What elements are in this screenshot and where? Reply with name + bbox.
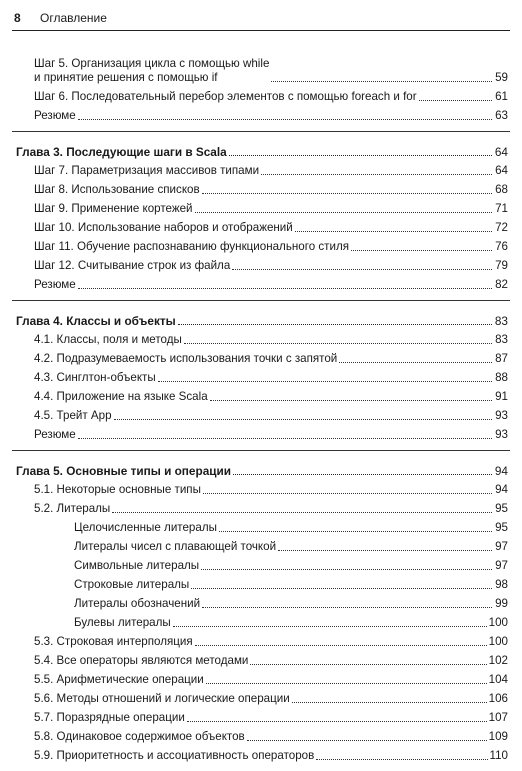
entry-page-number: 61 — [495, 90, 508, 103]
toc-entry[interactable] — [0, 197, 522, 216]
toc-entry[interactable] — [0, 273, 522, 292]
entry-page-number: 88 — [495, 371, 508, 384]
toc-chapter-entry[interactable] — [0, 309, 522, 328]
entry-title: 5.5. Арифметические операции — [34, 673, 204, 686]
entry-title: Литералы обозначений — [74, 597, 201, 610]
dot-leader — [250, 664, 486, 665]
dot-leader — [203, 493, 492, 494]
entry-page-number: 79 — [495, 259, 508, 272]
toc-entry[interactable] — [0, 104, 522, 123]
entry-title: Шаг 12. Считывание строк из файла — [34, 259, 231, 272]
section-divider — [12, 300, 510, 301]
toc-entry[interactable] — [0, 649, 522, 668]
toc-chapter-entry[interactable] — [0, 459, 522, 478]
dot-leader — [202, 607, 492, 608]
dot-leader — [210, 400, 492, 401]
toc-entry[interactable] — [0, 744, 522, 763]
entry-page-number: 82 — [495, 278, 508, 291]
entry-title: Символьные литералы — [74, 559, 200, 572]
chapter-title: Глава 5. Основные типы и операции — [16, 464, 232, 478]
entry-title: 4.3. Синглтон-объекты — [34, 371, 156, 384]
toc-entry[interactable] — [0, 366, 522, 385]
toc-entry[interactable] — [0, 573, 522, 592]
dot-leader — [201, 569, 492, 570]
toc-entry[interactable] — [0, 159, 522, 178]
toc-entry[interactable] — [0, 85, 522, 104]
entry-page-number: 93 — [495, 409, 508, 422]
entry-page-number: 95 — [495, 502, 508, 515]
entry-page-number: 104 — [488, 673, 508, 686]
toc-entry[interactable] — [0, 52, 522, 85]
dot-leader — [191, 588, 492, 589]
table-of-contents — [0, 52, 522, 763]
dot-leader — [232, 269, 492, 270]
entry-page-number: 71 — [495, 202, 508, 215]
toc-entry[interactable] — [0, 347, 522, 366]
entry-title: 5.1. Некоторые основные типы — [34, 483, 201, 496]
entry-page-number: 109 — [488, 730, 508, 743]
toc-entry[interactable] — [0, 687, 522, 706]
dot-leader — [233, 474, 492, 475]
dot-leader — [206, 683, 487, 684]
entry-page-number: 72 — [495, 221, 508, 234]
entry-title: 4.5. Трейт App — [34, 409, 112, 422]
entry-page-number: 93 — [495, 428, 508, 441]
entry-page-number: 59 — [495, 71, 508, 84]
toc-entry[interactable] — [0, 497, 522, 516]
entry-title: Строковые литералы — [74, 578, 190, 591]
entry-title: 5.9. Приоритетность и ассоциативность операторов — [34, 749, 315, 762]
entry-page-number: 87 — [495, 352, 508, 365]
entry-title: Шаг 5. Организация цикла с помощью while и принятие решения с помощью if — [34, 57, 270, 84]
dot-leader — [278, 550, 492, 551]
toc-entry[interactable] — [0, 535, 522, 554]
entry-title: Резюме — [34, 428, 76, 441]
entry-title: Шаг 9. Применение кортежей — [34, 202, 193, 215]
dot-leader — [419, 100, 492, 101]
entry-page-number: 100 — [488, 616, 508, 629]
toc-entry[interactable] — [0, 668, 522, 687]
dot-leader — [247, 740, 487, 741]
entry-title: 4.2. Подразумеваемость использования точки с запятой — [34, 352, 338, 365]
entry-title: Шаг 6. Последовательный перебор элементов с помощью foreach и for — [34, 90, 417, 103]
entry-page-number: 63 — [495, 109, 508, 122]
chapter-page-number: 64 — [494, 145, 508, 159]
entry-page-number: 107 — [488, 711, 508, 724]
entry-page-number: 76 — [495, 240, 508, 253]
entry-page-number: 95 — [495, 521, 508, 534]
chapter-title: Глава 3. Последующие шаги в Scala — [16, 145, 227, 159]
toc-entry[interactable] — [0, 254, 522, 273]
entry-title: Булевы литералы — [74, 616, 171, 629]
entry-page-number: 99 — [495, 597, 508, 610]
entry-page-number: 68 — [495, 183, 508, 196]
running-title: Оглавление — [40, 11, 107, 25]
dot-leader — [78, 438, 492, 439]
toc-entry[interactable] — [0, 478, 522, 497]
dot-leader — [271, 81, 492, 82]
dot-leader — [173, 626, 487, 627]
entry-title: 5.6. Методы отношений и логические операции — [34, 692, 290, 705]
section-divider — [12, 450, 510, 451]
toc-entry[interactable] — [0, 706, 522, 725]
toc-entry[interactable] — [0, 611, 522, 630]
dot-leader — [202, 193, 492, 194]
dot-leader — [178, 324, 492, 325]
chapter-page-number: 94 — [494, 464, 508, 478]
entry-title: 4.4. Приложение на языке Scala — [34, 390, 208, 403]
entry-page-number: 102 — [488, 654, 508, 667]
entry-page-number: 97 — [495, 559, 508, 572]
toc-entry[interactable] — [0, 328, 522, 347]
chapter-page-number: 83 — [494, 314, 508, 328]
entry-page-number: 110 — [489, 749, 508, 762]
dot-leader — [295, 231, 492, 232]
entry-title: 5.4. Все операторы являются методами — [34, 654, 249, 667]
entry-page-number: 106 — [488, 692, 508, 705]
entry-title: Целочисленные литералы — [74, 521, 217, 534]
dot-leader — [316, 759, 487, 760]
dot-leader — [351, 250, 492, 251]
dot-leader — [78, 288, 492, 289]
toc-entry[interactable] — [0, 216, 522, 235]
entry-page-number: 94 — [495, 483, 508, 496]
toc-entry[interactable] — [0, 178, 522, 197]
entry-page-number: 91 — [495, 390, 508, 403]
entry-title: Шаг 8. Использование списков — [34, 183, 200, 196]
entry-page-number: 64 — [495, 164, 508, 177]
entry-title: Литералы чисел с плавающей точкой — [74, 540, 277, 553]
dot-leader — [114, 419, 492, 420]
page-number: 8 — [14, 11, 21, 25]
dot-leader — [78, 119, 492, 120]
toc-chapter-entry[interactable] — [0, 140, 522, 159]
dot-leader — [292, 702, 487, 703]
toc-entry[interactable] — [0, 235, 522, 254]
entry-title: 4.1. Классы, поля и методы — [34, 333, 182, 346]
entry-title: Шаг 11. Обучение распознаванию функционального стиля — [34, 240, 349, 253]
dot-leader — [195, 645, 487, 646]
dot-leader — [112, 512, 492, 513]
entry-title: 5.8. Одинаковое содержимое объектов — [34, 730, 245, 743]
dot-leader — [187, 721, 487, 722]
entry-page-number: 98 — [495, 578, 508, 591]
dot-leader — [219, 531, 492, 532]
entry-title: Резюме — [34, 109, 76, 122]
toc-entry[interactable] — [0, 385, 522, 404]
toc-entry[interactable] — [0, 592, 522, 611]
dot-leader — [195, 212, 492, 213]
dot-leader — [339, 362, 492, 363]
toc-entry[interactable] — [0, 725, 522, 744]
section-divider — [12, 131, 510, 132]
toc-entry[interactable] — [0, 554, 522, 573]
toc-entry[interactable] — [0, 630, 522, 649]
dot-leader — [158, 381, 492, 382]
entry-title: Шаг 7. Параметризация массивов типами — [34, 164, 260, 177]
entry-title: Резюме — [34, 278, 76, 291]
toc-entry[interactable] — [0, 423, 522, 442]
dot-leader — [229, 155, 492, 156]
chapter-title: Глава 4. Классы и объекты — [16, 314, 176, 328]
entry-title: 5.7. Поразрядные операции — [34, 711, 185, 724]
toc-entry[interactable] — [0, 404, 522, 423]
entry-title: Шаг 10. Использование наборов и отображений — [34, 221, 293, 234]
toc-entry[interactable] — [0, 516, 522, 535]
page-header — [12, 0, 510, 31]
entry-page-number: 97 — [495, 540, 508, 553]
entry-title: 5.2. Литералы — [34, 502, 111, 515]
dot-leader — [184, 343, 492, 344]
entry-page-number: 100 — [488, 635, 508, 648]
dot-leader — [261, 174, 492, 175]
entry-title: 5.3. Строковая интерполяция — [34, 635, 193, 648]
entry-page-number: 83 — [495, 333, 508, 346]
